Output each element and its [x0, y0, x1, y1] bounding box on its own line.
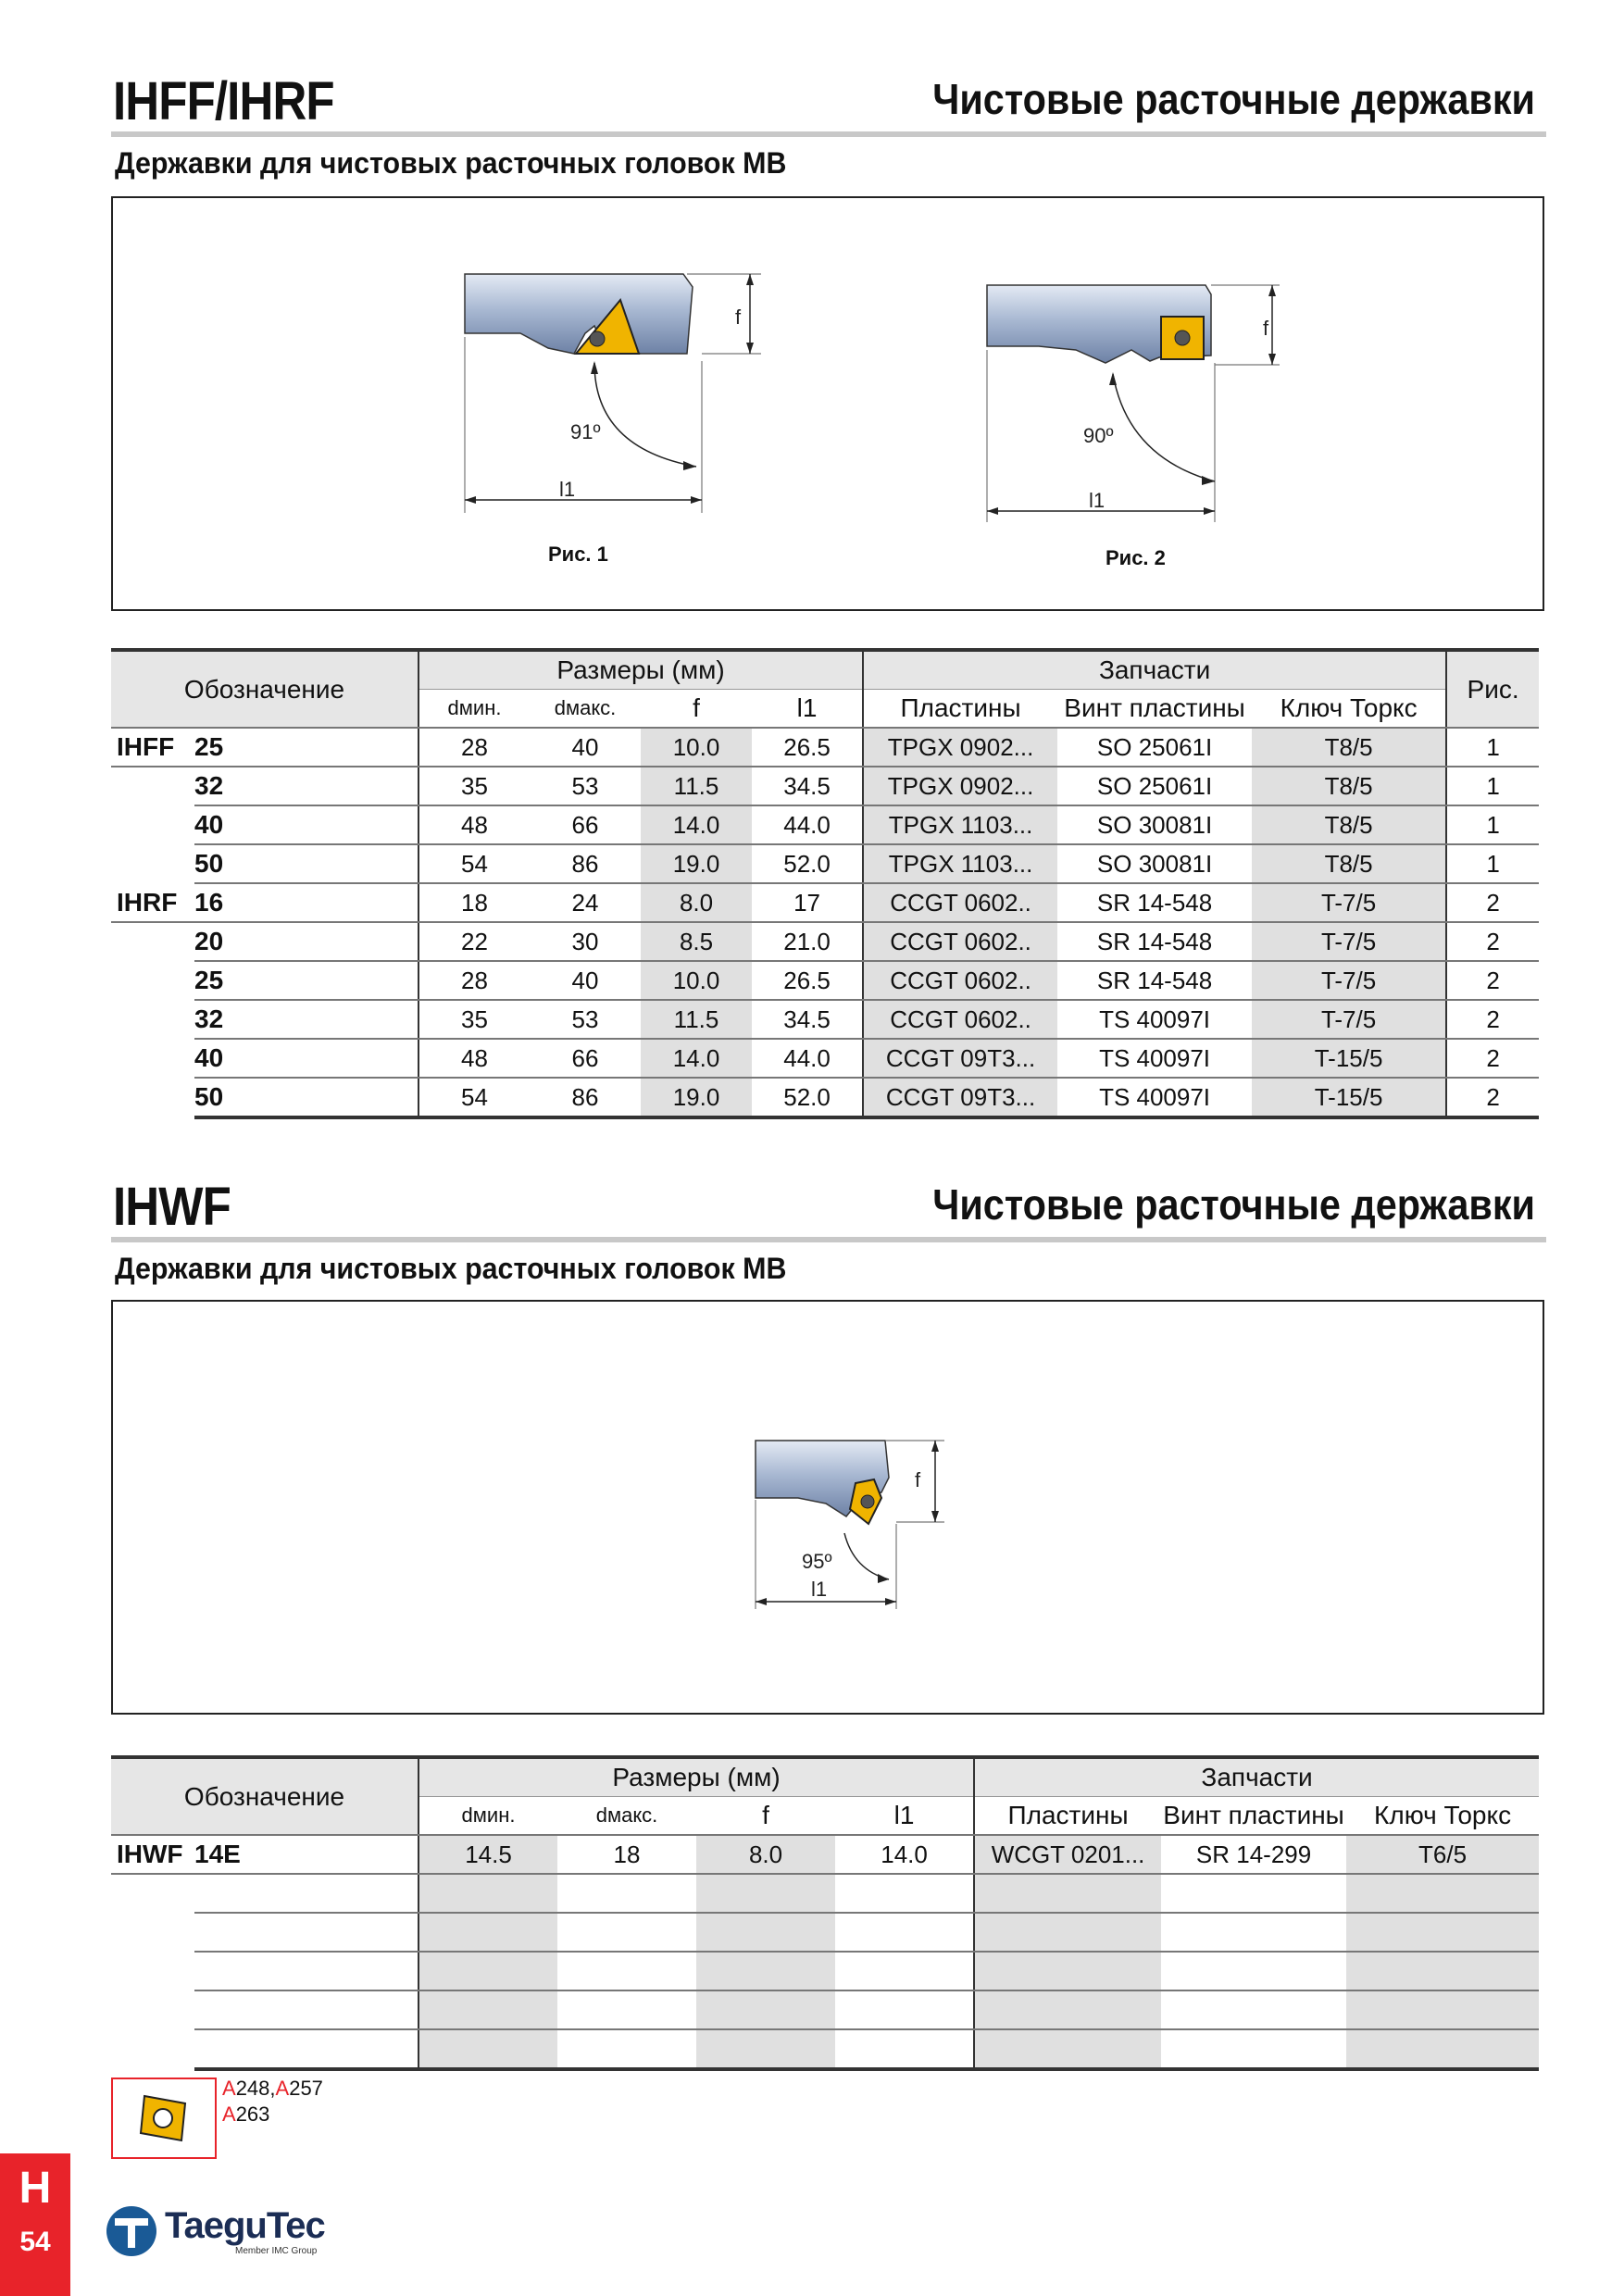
cell-insert: [974, 2029, 1161, 2069]
section1-title: Чистовые расточные державки: [932, 75, 1535, 123]
section2-title: Чистовые расточные державки: [932, 1180, 1535, 1229]
cell-dmax: [557, 1913, 696, 1952]
cell-f: [696, 2029, 835, 2069]
fig1-l1-label: l1: [559, 478, 576, 501]
table-row: [111, 961, 1539, 1000]
cell-dmax: 53: [530, 1000, 641, 1039]
table-row: [111, 1952, 1539, 1990]
cell-l1: 26.5: [752, 961, 863, 1000]
cell-key: T8/5: [1252, 844, 1446, 883]
cell-dmax: 66: [530, 1039, 641, 1078]
cell-screw: [1161, 1913, 1346, 1952]
cell-insert: CCGT 0602..: [863, 922, 1057, 961]
cell-dmin: 48: [418, 805, 530, 844]
cell-dmax: 30: [530, 922, 641, 961]
cell-dmin: [418, 1990, 557, 2029]
table-row: [111, 728, 1539, 767]
table-row: [111, 2029, 1539, 2069]
t1-header-insert: Пластины: [863, 690, 1057, 729]
section2-table: [111, 1755, 1539, 2071]
cell-dmin: 48: [418, 1039, 530, 1078]
cell-series: [111, 1000, 194, 1039]
cell-size: 25: [194, 728, 418, 767]
cell-dmax: 53: [530, 767, 641, 805]
cell-fig: 1: [1446, 844, 1539, 883]
cell-series: [111, 2029, 194, 2069]
brand-tagline: Member IMC Group: [235, 2246, 318, 2256]
cell-dmax: [557, 1952, 696, 1990]
cell-fig: 1: [1446, 805, 1539, 844]
cell-f: [696, 1952, 835, 1990]
cell-insert: WCGT 0201...: [974, 1835, 1161, 1874]
cell-f: 11.5: [641, 1000, 752, 1039]
section-letter: H: [19, 2164, 52, 2213]
t2-body: [111, 1835, 1539, 2069]
cell-insert: CCGT 0602..: [863, 1000, 1057, 1039]
cell-screw: SO 30081I: [1057, 805, 1252, 844]
cell-key: [1346, 1874, 1539, 1913]
cell-screw: SR 14-548: [1057, 961, 1252, 1000]
section1-figures-svg: [113, 198, 1543, 609]
cell-f: [696, 1913, 835, 1952]
cell-fig: 2: [1446, 883, 1539, 922]
cell-f: 8.0: [641, 883, 752, 922]
cell-l1: [835, 1990, 974, 2029]
cell-dmin: 35: [418, 767, 530, 805]
cell-key: [1346, 2029, 1539, 2069]
table-row: [111, 1874, 1539, 1913]
cell-series: IHRF: [111, 883, 194, 922]
cell-series: [111, 922, 194, 961]
cell-insert: CCGT 09T3...: [863, 1078, 1057, 1117]
t2-header-screw: Винт пластины: [1161, 1797, 1346, 1836]
table-row: [111, 1000, 1539, 1039]
cell-insert: TPGX 1103...: [863, 805, 1057, 844]
cell-l1: [835, 1952, 974, 1990]
cell-dmax: 18: [557, 1835, 696, 1874]
cell-l1: 52.0: [752, 1078, 863, 1117]
cell-fig: 2: [1446, 1039, 1539, 1078]
table-row: [111, 922, 1539, 961]
section2-figure-box: [111, 1300, 1544, 1715]
cell-size: 40: [194, 805, 418, 844]
cell-size: 20: [194, 922, 418, 961]
t1-header-key: Ключ Торкс: [1252, 690, 1446, 729]
cell-f: 14.0: [641, 805, 752, 844]
cell-fig: 2: [1446, 961, 1539, 1000]
cell-dmin: 54: [418, 1078, 530, 1117]
cell-insert: [974, 1990, 1161, 2029]
cell-key: T6/5: [1346, 1835, 1539, 1874]
cell-screw: [1161, 1952, 1346, 1990]
table-row: [111, 1078, 1539, 1117]
cell-series: [111, 844, 194, 883]
cell-size: [194, 1990, 418, 2029]
cell-dmax: 40: [530, 961, 641, 1000]
ref-1-page: 248,: [235, 2077, 276, 2100]
cell-size: 25: [194, 961, 418, 1000]
cell-screw: SO 25061I: [1057, 728, 1252, 767]
cell-size: 50: [194, 844, 418, 883]
t2-header-dmin: dмин.: [418, 1797, 557, 1836]
cell-screw: SR 14-548: [1057, 883, 1252, 922]
cell-f: 14.0: [641, 1039, 752, 1078]
cell-dmin: 22: [418, 922, 530, 961]
cell-f: 11.5: [641, 767, 752, 805]
cell-l1: 44.0: [752, 1039, 863, 1078]
insert-thumbnail: [111, 2078, 217, 2159]
fig3-l1-label: l1: [811, 1578, 828, 1601]
cell-screw: [1161, 1874, 1346, 1913]
cell-size: 32: [194, 1000, 418, 1039]
cell-dmin: 28: [418, 728, 530, 767]
table-row: [111, 1835, 1539, 1874]
fig2-angle-label: 90º: [1083, 424, 1114, 447]
cell-series: [111, 767, 194, 805]
fig1-angle-label: 91º: [570, 420, 601, 443]
cell-size: 32: [194, 767, 418, 805]
table-row: [111, 767, 1539, 805]
cell-dmax: 86: [530, 844, 641, 883]
fig2-f-label: f: [1263, 317, 1269, 340]
ref-3-page: 263: [235, 2103, 270, 2126]
cell-key: [1346, 1913, 1539, 1952]
cell-fig: 1: [1446, 728, 1539, 767]
cell-series: [111, 1952, 194, 1990]
cell-f: [696, 1990, 835, 2029]
brand-logo: [104, 2203, 381, 2263]
t1-header-dmin: dмин.: [418, 690, 530, 729]
cell-size: 16: [194, 883, 418, 922]
cell-key: T8/5: [1252, 805, 1446, 844]
t1-header-designation: Обозначение: [111, 650, 418, 728]
cell-l1: 21.0: [752, 922, 863, 961]
cell-dmin: [418, 1952, 557, 1990]
cell-dmin: 28: [418, 961, 530, 1000]
cell-f: [696, 1874, 835, 1913]
section1-rule: [111, 131, 1546, 137]
t1-body: [111, 728, 1539, 1117]
ref-2-page: 257: [289, 2077, 323, 2100]
cell-key: T-15/5: [1252, 1078, 1446, 1117]
fig1-caption: Рис. 1: [548, 543, 608, 566]
cell-screw: SR 14-548: [1057, 922, 1252, 961]
fig3-f-label: f: [915, 1468, 921, 1491]
section1-table: [111, 648, 1539, 1119]
cell-insert: TPGX 0902...: [863, 767, 1057, 805]
cell-dmin: 54: [418, 844, 530, 883]
cell-l1: 34.5: [752, 767, 863, 805]
cell-f: 19.0: [641, 844, 752, 883]
fig2-l1-label: l1: [1089, 489, 1106, 512]
cell-size: [194, 2029, 418, 2069]
cell-dmax: 40: [530, 728, 641, 767]
cell-f: 8.0: [696, 1835, 835, 1874]
section2-code: IHWF: [113, 1177, 231, 1237]
table-row: [111, 1990, 1539, 2029]
cell-series: [111, 1990, 194, 2029]
cell-key: T-7/5: [1252, 883, 1446, 922]
ref-2-prefix: A: [275, 2077, 290, 2100]
t2-header-dimensions: Размеры (мм): [418, 1757, 974, 1797]
cell-l1: 52.0: [752, 844, 863, 883]
cell-series: [111, 805, 194, 844]
cell-dmax: [557, 1990, 696, 2029]
cell-key: T-7/5: [1252, 961, 1446, 1000]
cell-dmin: [418, 1874, 557, 1913]
cell-fig: 2: [1446, 922, 1539, 961]
cell-l1: [835, 2029, 974, 2069]
section1-subtitle: Державки для чистовых расточных головок MB: [115, 146, 787, 180]
t2-header-key: Ключ Торкс: [1346, 1797, 1539, 1836]
cell-screw: SO 25061I: [1057, 767, 1252, 805]
cell-insert: [974, 1952, 1161, 1990]
cell-l1: 26.5: [752, 728, 863, 767]
cell-screw: [1161, 2029, 1346, 2069]
cell-dmin: 35: [418, 1000, 530, 1039]
cell-f: 19.0: [641, 1078, 752, 1117]
cell-dmax: [557, 1874, 696, 1913]
cell-size: [194, 1952, 418, 1990]
fig2-drawing: [987, 285, 1280, 522]
cell-fig: 1: [1446, 767, 1539, 805]
cell-series: [111, 1078, 194, 1117]
cell-screw: TS 40097I: [1057, 1000, 1252, 1039]
cell-l1: [835, 1874, 974, 1913]
cell-screw: [1161, 1990, 1346, 2029]
cell-series: IHFF: [111, 728, 194, 767]
insert-icon: [113, 2079, 215, 2157]
t1-header-l1: l1: [752, 690, 863, 729]
cell-insert: CCGT 0602..: [863, 961, 1057, 1000]
cell-fig: 2: [1446, 1000, 1539, 1039]
cell-series: [111, 1874, 194, 1913]
cell-insert: TPGX 0902...: [863, 728, 1057, 767]
cell-key: T-7/5: [1252, 922, 1446, 961]
cell-key: T8/5: [1252, 767, 1446, 805]
fig3-drawing: [756, 1441, 944, 1609]
cell-fig: 2: [1446, 1078, 1539, 1117]
section1-figure-box: [111, 196, 1544, 611]
fig3-angle-label: 95º: [802, 1550, 832, 1573]
t2-header-dmax: dмакс.: [557, 1797, 696, 1836]
cell-dmin: [418, 1913, 557, 1952]
cell-series: [111, 1913, 194, 1952]
t2-header-f: f: [696, 1797, 835, 1836]
t1-header-f: f: [641, 690, 752, 729]
ref-3-prefix: A: [222, 2103, 236, 2126]
section1-code: IHFF/IHRF: [113, 71, 334, 131]
cell-dmin: 14.5: [418, 1835, 557, 1874]
cell-insert: CCGT 09T3...: [863, 1039, 1057, 1078]
cell-size: [194, 1913, 418, 1952]
t2-header-designation: Обозначение: [111, 1757, 418, 1835]
table-row: [111, 1913, 1539, 1952]
t1-header-dmax: dмакс.: [530, 690, 641, 729]
cell-insert: TPGX 1103...: [863, 844, 1057, 883]
t1-header-fig: Рис.: [1446, 650, 1539, 728]
cell-f: 8.5: [641, 922, 752, 961]
page-references: [222, 2076, 323, 2128]
cell-series: [111, 1039, 194, 1078]
cell-size: 14E: [194, 1835, 418, 1874]
table-row: [111, 883, 1539, 922]
ref-1-prefix: A: [222, 2077, 236, 2100]
cell-l1: 14.0: [835, 1835, 974, 1874]
cell-key: T-15/5: [1252, 1039, 1446, 1078]
table-row: [111, 1039, 1539, 1078]
cell-insert: [974, 1913, 1161, 1952]
section2-figure-svg: [113, 1302, 1543, 1713]
cell-dmin: [418, 2029, 557, 2069]
cell-insert: [974, 1874, 1161, 1913]
cell-dmax: 66: [530, 805, 641, 844]
cell-screw: SR 14-299: [1161, 1835, 1346, 1874]
page-number: 54: [19, 2227, 51, 2257]
t2-header-parts: Запчасти: [974, 1757, 1539, 1797]
cell-dmin: 18: [418, 883, 530, 922]
cell-size: 40: [194, 1039, 418, 1078]
cell-dmax: [557, 2029, 696, 2069]
fig1-drawing: [465, 274, 761, 513]
cell-screw: TS 40097I: [1057, 1078, 1252, 1117]
cell-l1: [835, 1913, 974, 1952]
cell-series: [111, 961, 194, 1000]
cell-l1: 44.0: [752, 805, 863, 844]
brand-name: TaeguTec: [165, 2205, 325, 2246]
t1-header-parts: Запчасти: [863, 650, 1446, 690]
cell-series: IHWF: [111, 1835, 194, 1874]
cell-l1: 17: [752, 883, 863, 922]
section-sidebar: [0, 2153, 70, 2296]
fig2-caption: Рис. 2: [1106, 546, 1166, 569]
cell-screw: TS 40097I: [1057, 1039, 1252, 1078]
t2-header-insert: Пластины: [974, 1797, 1161, 1836]
t1-header-screw: Винт пластины: [1057, 690, 1252, 729]
cell-size: 50: [194, 1078, 418, 1117]
table-row: [111, 844, 1539, 883]
cell-dmax: 24: [530, 883, 641, 922]
cell-key: T8/5: [1252, 728, 1446, 767]
cell-screw: SO 30081I: [1057, 844, 1252, 883]
section2-subtitle: Державки для чистовых расточных головок MB: [115, 1252, 787, 1285]
cell-key: [1346, 1952, 1539, 1990]
section2-rule: [111, 1237, 1546, 1242]
table-row: [111, 805, 1539, 844]
cell-key: [1346, 1990, 1539, 2029]
t2-header-l1: l1: [835, 1797, 974, 1836]
cell-f: 10.0: [641, 961, 752, 1000]
cell-insert: CCGT 0602..: [863, 883, 1057, 922]
brand-logo-mark: [104, 2203, 159, 2259]
cell-key: T-7/5: [1252, 1000, 1446, 1039]
fig1-f-label: f: [735, 306, 742, 329]
cell-dmax: 86: [530, 1078, 641, 1117]
cell-f: 10.0: [641, 728, 752, 767]
cell-size: [194, 1874, 418, 1913]
t1-header-dimensions: Размеры (мм): [418, 650, 863, 690]
cell-l1: 34.5: [752, 1000, 863, 1039]
